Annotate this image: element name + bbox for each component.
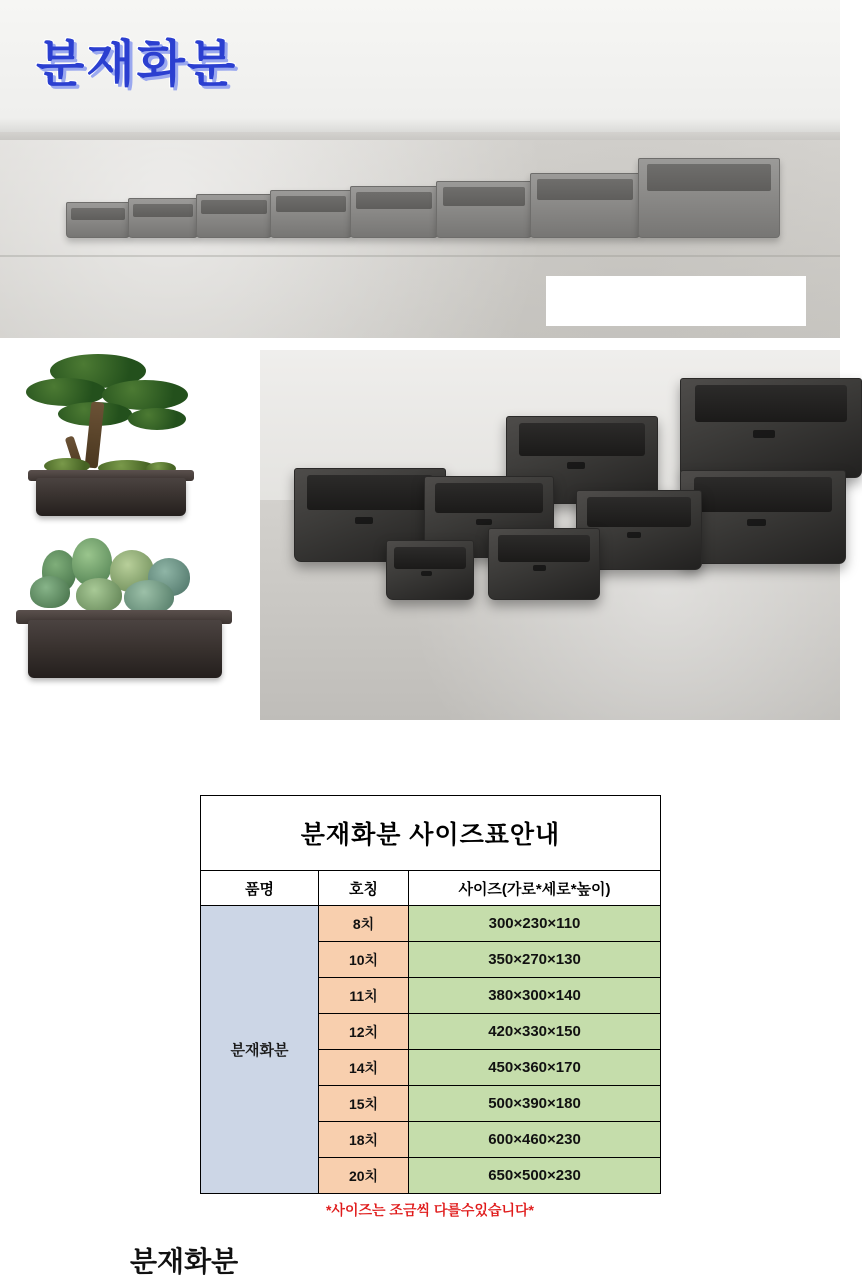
- gallery-block: [0, 338, 840, 720]
- bonsai-tree-photo: [6, 350, 256, 532]
- cell-call: 8치: [319, 906, 409, 942]
- table-row: [201, 906, 661, 942]
- cell-call: 18치: [319, 1122, 409, 1158]
- pot-lineup-photo: [260, 350, 840, 720]
- size-table-title: 분재화분 사이즈표안내: [201, 796, 661, 871]
- cell-call: 12치: [319, 1014, 409, 1050]
- cell-call: 15치: [319, 1086, 409, 1122]
- black-pot: [680, 378, 862, 478]
- cell-size: 650×500×230: [409, 1158, 661, 1194]
- black-pot: [680, 470, 846, 564]
- cell-call: 20치: [319, 1158, 409, 1194]
- hero-pot-row: [56, 128, 786, 238]
- cell-size: 500×390×180: [409, 1086, 661, 1122]
- cell-size: 300×230×110: [409, 906, 661, 942]
- size-table-note: *사이즈는 조금씩 다를수있습니다*: [325, 1202, 534, 1218]
- table-title-row: [201, 796, 661, 871]
- cell-call: 14치: [319, 1050, 409, 1086]
- bonsai-pot: [36, 478, 186, 516]
- bottom-partial-heading: 분재화분: [130, 1246, 239, 1277]
- size-table-section: [200, 795, 660, 1220]
- hero-pot: [638, 158, 780, 238]
- succulent-icon: [76, 578, 122, 612]
- succulent-icon: [30, 576, 70, 608]
- header-dimensions: 사이즈(가로*세로*높이): [409, 871, 661, 906]
- header-product-name: 품명: [201, 871, 319, 906]
- gallery-left-column: [0, 350, 260, 720]
- cell-size: 450×360×170: [409, 1050, 661, 1086]
- foliage-icon: [128, 408, 186, 430]
- succulent-icon: [124, 580, 174, 614]
- hero-photo: [0, 0, 840, 338]
- cell-product-name: 분재화분: [201, 906, 319, 1194]
- hero-pot: [196, 194, 272, 238]
- cell-size: 350×270×130: [409, 942, 661, 978]
- hero-pot: [350, 186, 438, 238]
- cell-size: 420×330×150: [409, 1014, 661, 1050]
- black-pot: [488, 528, 600, 600]
- hero-pot: [530, 173, 640, 238]
- cell-size: 380×300×140: [409, 978, 661, 1014]
- cell-call: 11치: [319, 978, 409, 1014]
- black-pot: [386, 540, 474, 600]
- hero-pot: [66, 202, 130, 238]
- white-label-box: [546, 276, 806, 326]
- cell-size: 600×460×230: [409, 1122, 661, 1158]
- page-title-logo: 분재화분: [36, 36, 238, 92]
- hero-pot: [128, 198, 198, 238]
- succulent-pot: [28, 620, 222, 678]
- size-table: [200, 795, 661, 1194]
- header-call-size: 호칭: [319, 871, 409, 906]
- hero-pot: [270, 190, 352, 238]
- table-header-row: [201, 871, 661, 906]
- succulent-photo: [6, 528, 256, 710]
- hero-pot: [436, 181, 532, 238]
- cell-call: 10치: [319, 942, 409, 978]
